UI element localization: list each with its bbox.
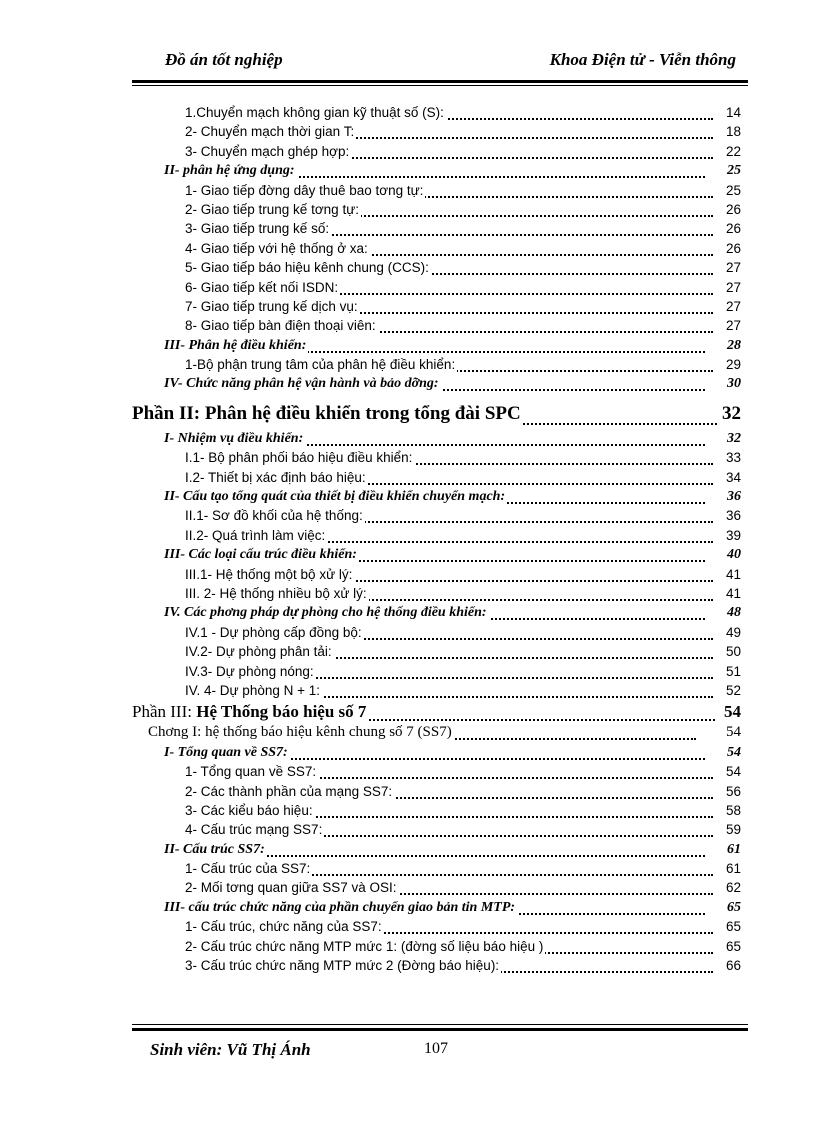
toc-entry (132, 917, 741, 936)
toc-entry (132, 801, 741, 820)
toc-entry-title: 4- Cấu trúc mạng SS7: (185, 820, 324, 839)
toc-entry-title: IV. 4- Dự phòng N + 1: (185, 681, 322, 700)
toc-entry-title: III- cấu trúc chức năng của phần chuyển giao bản tin MTP: (164, 898, 517, 917)
toc-entry (132, 782, 741, 801)
toc-entry-title: IV.2- Dự phòng phân tải: (185, 642, 334, 661)
toc-entry-page: 66 (722, 956, 741, 975)
toc-entry-page: 65 (722, 937, 741, 956)
table-of-contents (132, 103, 741, 975)
toc-entry-page: 51 (722, 662, 741, 681)
toc-entry (132, 840, 741, 859)
toc-entry (132, 399, 741, 429)
toc-entry (132, 743, 741, 762)
toc-entry-title: I- Nhiệm vụ điều khiển: (164, 429, 305, 448)
toc-entry (132, 820, 741, 839)
toc-entry (132, 859, 741, 878)
toc-entry-page: 59 (722, 820, 741, 839)
toc-entry (132, 898, 741, 917)
toc-entry-page: 14 (722, 103, 741, 122)
toc-entry-title: 2- Giao tiếp trung kế tơng tự: (185, 200, 361, 219)
toc-entry-page: 54 (720, 700, 741, 723)
toc-entry-page: 29 (722, 355, 741, 374)
toc-entry-page: 58 (722, 801, 741, 820)
footer-rule-thick (132, 1028, 748, 1031)
toc-entry (132, 623, 741, 642)
toc-entry (132, 506, 741, 525)
toc-entry-title: 1- Cấu trúc của SS7: (185, 859, 312, 878)
toc-entry (132, 200, 741, 219)
toc-entry-page: 36 (722, 506, 741, 525)
toc-entry-page: 27 (722, 278, 741, 297)
toc-entry-title: IV.1 - Dự phòng cấp đồng bộ: (185, 623, 364, 642)
toc-entry-title: 7- Giao tiếp trung kế dịch vụ: (185, 297, 360, 316)
toc-entry (132, 681, 741, 700)
toc-entry (132, 374, 741, 393)
toc-entry (132, 545, 741, 564)
toc-entry (132, 526, 741, 545)
toc-entry-page: 27 (722, 258, 741, 277)
footer-rule-thin (132, 1024, 748, 1025)
toc-entry-title: I.2- Thiết bị xác định báo hiệu: (185, 468, 368, 487)
toc-entry-title: III. 2- Hệ thống nhiều bộ xử lý: (185, 584, 369, 603)
toc-entry-page: 40 (723, 545, 741, 564)
header-rule-thin (132, 85, 748, 86)
toc-entry-page: 62 (722, 878, 741, 897)
toc-entry (132, 278, 741, 297)
toc-entry-page: 61 (723, 840, 741, 859)
toc-entry-title: 1- Giao tiếp đờng dây thuê bao tơng tự: (185, 181, 425, 200)
toc-entry-title: 2- Mối tơng quan giữa SS7 và OSI: (185, 878, 399, 897)
footer-page-number: 107 (424, 1040, 448, 1057)
toc-entry (132, 878, 741, 897)
toc-entry (132, 103, 741, 122)
toc-entry-page: 22 (722, 142, 741, 161)
toc-entry-title: II- phân hệ ứng dụng: (164, 161, 297, 180)
toc-entry-page: 33 (722, 448, 741, 467)
toc-entry-title: II- Cấu tạo tổng quát của thiết bị điều khiển chuyển mạch: (164, 487, 507, 506)
toc-entry-title: II.2- Quá trình làm việc: (185, 526, 327, 545)
toc-entry (132, 181, 741, 200)
toc-entry (132, 762, 741, 781)
toc-entry-page: 41 (722, 584, 741, 603)
toc-entry (132, 937, 741, 956)
toc-entry-page: 32 (718, 399, 741, 429)
toc-entry-title: IV.3- Dự phòng nóng: (185, 662, 316, 681)
toc-entry-page: 54 (723, 743, 741, 762)
toc-entry-page: 50 (722, 642, 741, 661)
toc-entry-page: 65 (723, 898, 741, 917)
footer-student-name: Sinh viên: Vũ Thị Ánh (150, 1040, 311, 1059)
toc-entry-page: 28 (723, 336, 741, 355)
toc-entry-page: 54 (722, 762, 741, 781)
toc-entry (132, 956, 741, 975)
toc-entry-page: 26 (722, 200, 741, 219)
toc-entry (132, 603, 741, 622)
toc-entry-page: 36 (723, 487, 741, 506)
toc-entry-title: Chơng I: hệ thống báo hiệu kênh chung số 7 (SS7) (148, 723, 454, 742)
header-left-title: Đồ án tốt nghiệp (165, 50, 283, 69)
toc-entry-title: 2- Chuyển mạch thời gian T: (185, 122, 356, 141)
toc-entry-title: III- Các loại cấu trúc điều khiển: (164, 545, 359, 564)
toc-entry (132, 448, 741, 467)
toc-entry-page: 48 (723, 603, 741, 622)
toc-entry-title: Phần II: Phân hệ điều khiển trong tổng đài SPC (132, 399, 523, 429)
toc-entry-page: 27 (722, 297, 741, 316)
toc-entry-page: 56 (722, 782, 741, 801)
toc-entry (132, 355, 741, 374)
toc-entry-page: 54 (722, 723, 741, 742)
toc-entry-title: 1- Cấu trúc, chức năng của SS7: (185, 917, 384, 936)
toc-entry-title (132, 700, 368, 723)
toc-entry-title: 2- Cấu trúc chức năng MTP mức 1: (đờng số liệu báo hiệu ) (185, 937, 545, 956)
toc-entry-page: 27 (722, 316, 741, 335)
toc-entry-page: 26 (722, 219, 741, 238)
toc-entry-title: 5- Giao tiếp báo hiệu kênh chung (CCS): (185, 258, 431, 277)
toc-entry-title: 3- Giao tiếp trung kế số: (185, 219, 331, 238)
toc-entry-title: I- Tổng quan về SS7: (164, 743, 290, 762)
toc-entry (132, 429, 741, 448)
toc-entry-title: 4- Giao tiếp với hệ thống ở xa: (185, 239, 370, 258)
toc-entry (132, 219, 741, 238)
toc-entry (132, 468, 741, 487)
toc-entry (132, 723, 741, 742)
toc-entry-page: 18 (722, 122, 741, 141)
toc-entry-title: IV. Các phơng pháp dự phòng cho hệ thống điều khiển: (164, 603, 489, 622)
header-rule-thick (132, 80, 748, 83)
toc-entry (132, 662, 741, 681)
header-right-title: Khoa Điện tử - Viễn thông (549, 50, 736, 69)
toc-entry-title: 8- Giao tiếp bàn điện thoại viên: (185, 316, 378, 335)
toc-entry (132, 258, 741, 277)
toc-entry (132, 565, 741, 584)
toc-entry (132, 642, 741, 661)
toc-entry (132, 336, 741, 355)
toc-entry-page: 25 (723, 161, 741, 180)
toc-entry-page: 25 (722, 181, 741, 200)
toc-entry-title: 1-Bộ phận trung tâm của phân hệ điều khiển: (185, 355, 457, 374)
toc-entry (132, 142, 741, 161)
toc-entry-title: IV- Chức năng phân hệ vận hành và bảo dỡng: (164, 374, 441, 393)
toc-entry (132, 161, 741, 180)
toc-entry-title: 3- Các kiểu báo hiệu: (185, 801, 315, 820)
toc-entry (132, 584, 741, 603)
toc-entry-title: 1.Chuyển mạch không gian kỹ thuật số (S): (185, 103, 446, 122)
toc-entry-title: 6- Giao tiếp kết nối ISDN: (185, 278, 340, 297)
toc-entry-title: 1- Tổng quan về SS7: (185, 762, 318, 781)
toc-entry-title: II.1- Sơ đồ khối của hệ thống: (185, 506, 365, 525)
toc-entry-strong: Hệ Thống báo hiệu số 7 (196, 702, 367, 722)
toc-entry-title: III.1- Hệ thống một bộ xử lý: (185, 565, 354, 584)
toc-entry (132, 700, 741, 723)
toc-entry-page: 41 (722, 565, 741, 584)
toc-entry-page: 34 (722, 468, 741, 487)
toc-entry (132, 487, 741, 506)
toc-entry-title: III- Phân hệ điều khiển: (164, 336, 308, 355)
toc-entry-page: 61 (722, 859, 741, 878)
toc-entry-title: II- Cấu trúc SS7: (164, 840, 267, 859)
toc-entry-page: 65 (722, 917, 741, 936)
toc-entry-page: 30 (723, 374, 741, 393)
toc-entry (132, 316, 741, 335)
toc-entry (132, 122, 741, 141)
toc-entry (132, 297, 741, 316)
toc-entry-lead: Phần III: (132, 702, 197, 722)
toc-entry-page: 52 (722, 681, 741, 700)
toc-entry-title: 3- Cấu trúc chức năng MTP mức 2 (Đờng báo hiệu): (185, 956, 501, 975)
toc-entry-page: 26 (722, 239, 741, 258)
toc-entry-title: I.1- Bộ phân phối báo hiệu điều khiển: (185, 448, 414, 467)
toc-entry (132, 239, 741, 258)
toc-entry-title: 2- Các thành phần của mạng SS7: (185, 782, 394, 801)
toc-entry-page: 49 (722, 623, 741, 642)
toc-entry-page: 32 (723, 429, 741, 448)
toc-entry-page: 39 (722, 526, 741, 545)
toc-entry-title: 3- Chuyển mạch ghép hợp: (185, 142, 351, 161)
